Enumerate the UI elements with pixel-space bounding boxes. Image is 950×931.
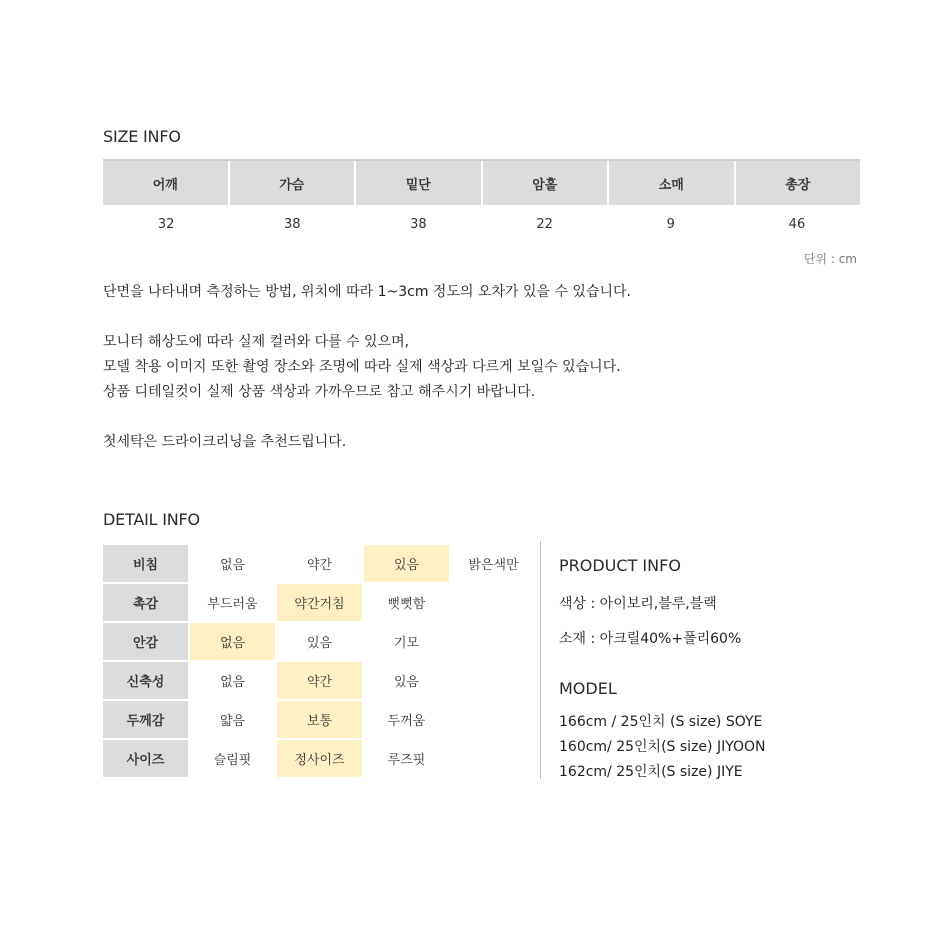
note-line: 모니터 해상도에 따라 실제 컬러와 다를 수 있으며, bbox=[103, 334, 410, 350]
detail-row-label: 두께감 bbox=[103, 701, 188, 740]
detail-row bbox=[103, 545, 536, 584]
detail-option: 있음 bbox=[364, 545, 449, 582]
note-line: 상품 디테일컷이 실제 상품 색상과 가까우므로 참고 해주시기 바랍니다. bbox=[103, 384, 536, 400]
detail-row-label: 비침 bbox=[103, 545, 188, 584]
size-value-cell: 9 bbox=[666, 216, 675, 232]
size-table bbox=[103, 159, 860, 243]
detail-option: 슬림핏 bbox=[213, 753, 252, 768]
detail-option bbox=[451, 740, 536, 777]
model-line: 166cm / 25인치 (S size) SOYE bbox=[559, 714, 763, 730]
note-line: 단면을 나타내며 측정하는 방법, 위치에 따라 1~3cm 정도의 오차가 있을 수 있습니다. bbox=[103, 284, 631, 300]
detail-row bbox=[103, 623, 536, 662]
detail-option: 약간거침 bbox=[277, 584, 362, 621]
detail-option: 밝은색만 bbox=[468, 558, 519, 573]
detail-row-label: 사이즈 bbox=[103, 740, 188, 779]
size-header-cell: 밑단 bbox=[356, 161, 483, 205]
size-header-cell: 암홀 bbox=[483, 161, 610, 205]
size-value-cell: 46 bbox=[788, 216, 806, 232]
notes bbox=[103, 281, 631, 456]
detail-option: 보통 bbox=[277, 701, 362, 738]
size-header-cell: 소매 bbox=[609, 161, 736, 205]
unit-label: 단위 : cm bbox=[803, 252, 857, 266]
detail-row-label: 촉감 bbox=[103, 584, 188, 623]
detail-row bbox=[103, 740, 536, 779]
detail-row-label: 신축성 bbox=[103, 662, 188, 701]
detail-table bbox=[103, 545, 536, 779]
detail-option: 있음 bbox=[306, 636, 333, 651]
detail-option: 약간 bbox=[277, 662, 362, 699]
detail-option: 있음 bbox=[393, 675, 420, 690]
detail-option: 부드러움 bbox=[207, 597, 258, 612]
note-line: 모델 착용 이미지 또한 촬영 장소와 조명에 따라 실제 색상과 다르게 보일수 있습니다. bbox=[103, 359, 621, 375]
note-line bbox=[103, 406, 631, 431]
product-material-line: 소재 : 아크릴40%+폴리60% bbox=[559, 631, 742, 647]
detail-option: 얇음 bbox=[219, 714, 246, 729]
model-title: MODEL bbox=[559, 679, 617, 698]
model-line: 160cm/ 25인치(S size) JIYOON bbox=[559, 739, 766, 755]
size-value-cell: 38 bbox=[410, 216, 427, 232]
size-value-cell: 22 bbox=[536, 216, 553, 232]
note-line bbox=[103, 306, 631, 331]
size-table-header bbox=[103, 159, 860, 205]
product-color-line: 색상 : 아이보리,블루,블랙 bbox=[559, 596, 717, 612]
detail-option bbox=[451, 662, 536, 699]
size-info-title: SIZE INFO bbox=[103, 127, 181, 146]
detail-option: 없음 bbox=[219, 558, 246, 573]
detail-row-label: 안감 bbox=[103, 623, 188, 662]
size-header-cell: 총장 bbox=[785, 177, 811, 193]
size-header-cell: 어깨 bbox=[103, 161, 230, 205]
detail-option bbox=[451, 623, 536, 660]
detail-option: 두꺼움 bbox=[387, 714, 426, 729]
detail-row bbox=[103, 584, 536, 623]
detail-option: 루즈핏 bbox=[387, 753, 426, 768]
product-info bbox=[559, 556, 766, 780]
detail-option: 정사이즈 bbox=[277, 740, 362, 777]
size-value-cell: 38 bbox=[283, 216, 301, 232]
size-table-row bbox=[103, 205, 860, 243]
detail-option: 뻣뻣함 bbox=[387, 597, 426, 612]
detail-option bbox=[451, 701, 536, 738]
detail-option: 약간 bbox=[306, 558, 333, 573]
product-info-title: PRODUCT INFO bbox=[559, 556, 681, 575]
size-value-cell: 32 bbox=[157, 216, 175, 232]
detail-row bbox=[103, 701, 536, 740]
size-header-cell: 가슴 bbox=[230, 161, 357, 205]
detail-option: 없음 bbox=[190, 623, 275, 660]
detail-info-title: DETAIL INFO bbox=[103, 510, 200, 529]
note-line: 첫세탁은 드라이크리닝을 추천드립니다. bbox=[103, 434, 347, 450]
vertical-divider bbox=[540, 541, 541, 779]
detail-row bbox=[103, 662, 536, 701]
model-line: 162cm/ 25인치(S size) JIYE bbox=[559, 764, 743, 780]
detail-option bbox=[451, 584, 536, 621]
detail-option: 없음 bbox=[219, 675, 246, 690]
detail-option: 기모 bbox=[393, 636, 420, 651]
